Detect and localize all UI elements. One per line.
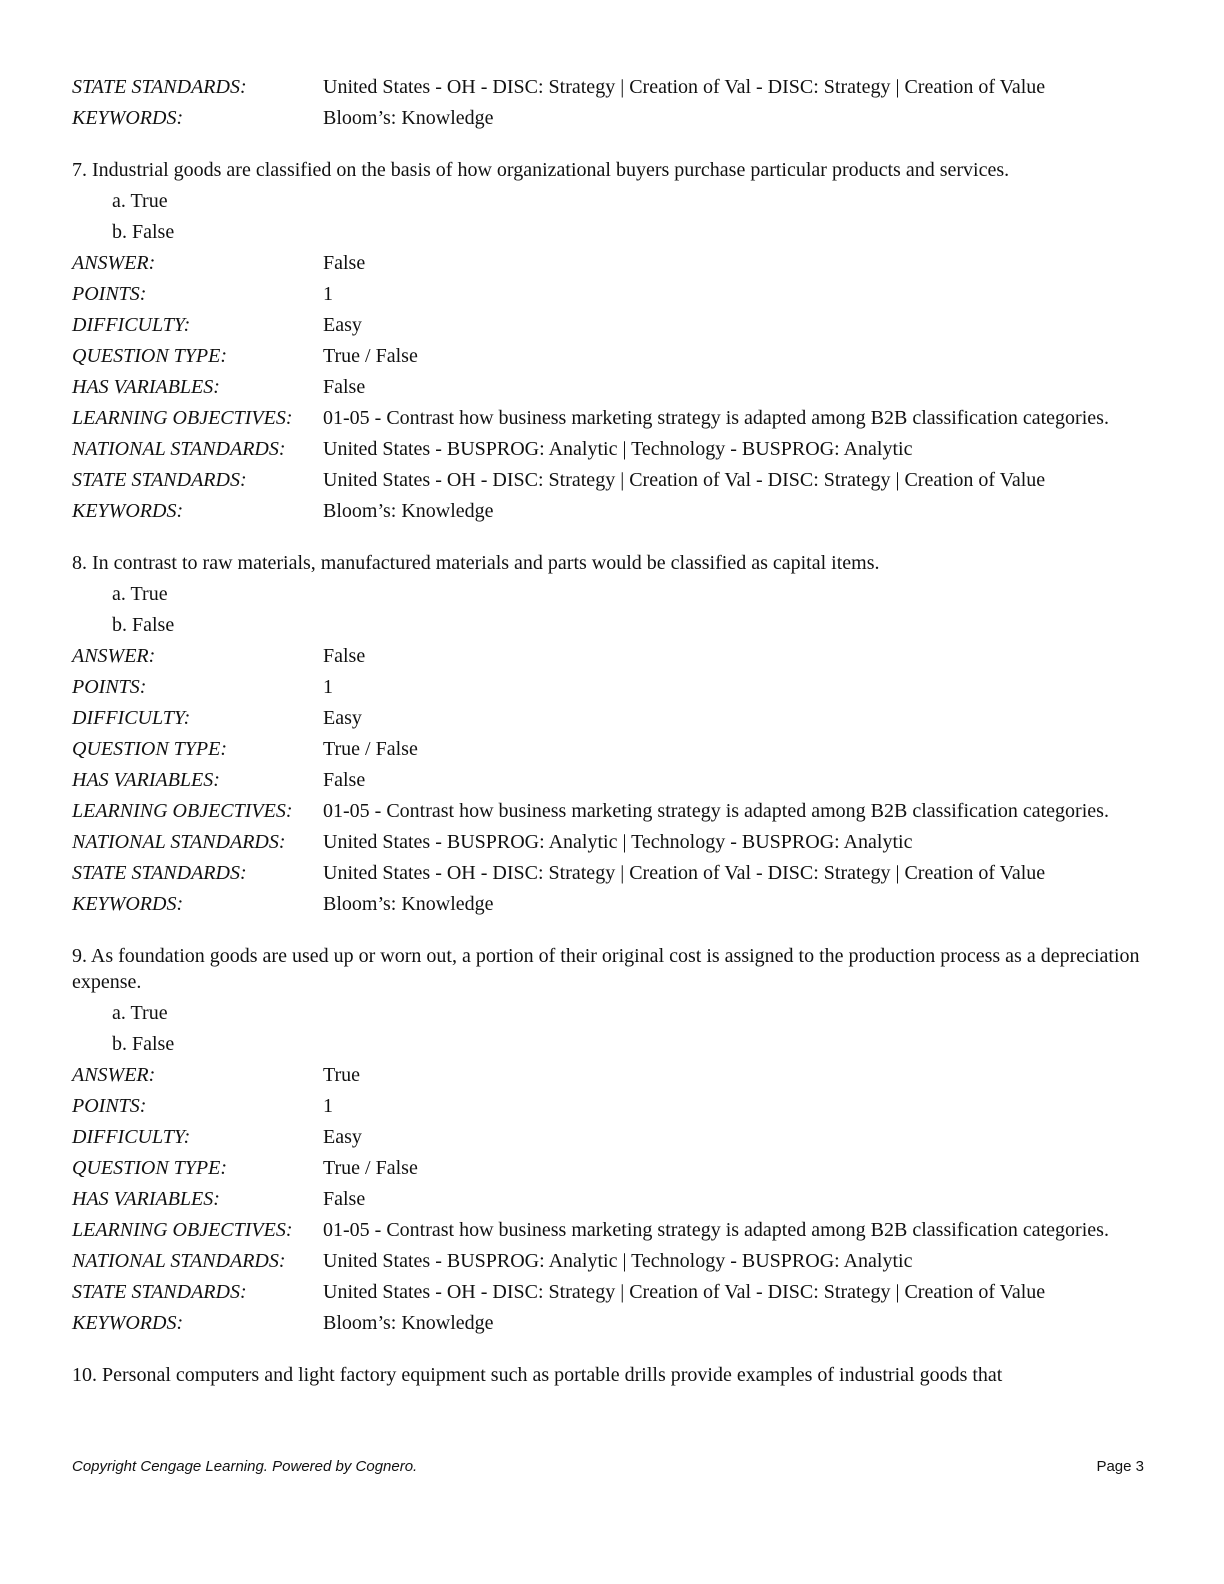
keywords-row	[72, 1308, 1152, 1339]
keywords-value: Bloom’s: Knowledge	[323, 107, 494, 129]
points-row	[72, 1091, 1152, 1122]
difficulty-label: DIFFICULTY:	[72, 707, 191, 729]
answer-label: ANSWER:	[72, 645, 156, 667]
page-content	[72, 72, 1152, 1391]
points-value: 1	[323, 1095, 333, 1117]
learning-objectives-value: 01-05 - Contrast how business marketing strategy is adapted among B2B classification categories.	[323, 1219, 1109, 1241]
keywords-label: KEYWORDS:	[72, 500, 184, 522]
national-standards-label: NATIONAL STANDARDS:	[72, 438, 286, 460]
choice-a: a. True	[112, 190, 168, 212]
national-standards-label: NATIONAL STANDARDS:	[72, 1250, 286, 1272]
learning-objectives-row	[72, 796, 1152, 827]
answer-value: True	[323, 1064, 361, 1086]
difficulty-label: DIFFICULTY:	[72, 1126, 191, 1148]
keywords-value: Bloom’s: Knowledge	[323, 1312, 494, 1334]
difficulty-value: Easy	[323, 1126, 362, 1148]
state-standards-value: United States - OH - DISC: Strategy | Creation of Val - DISC: Strategy | Creation of Value	[323, 76, 1046, 98]
learning-objectives-value: 01-05 - Contrast how business marketing strategy is adapted among B2B classification categories.	[323, 407, 1109, 429]
answer-label: ANSWER:	[72, 1064, 156, 1086]
copyright-text: Copyright Cengage Learning. Powered by Cognero.	[72, 1458, 418, 1475]
state-standards-row	[72, 858, 1152, 889]
question-type-label: QUESTION TYPE:	[72, 738, 228, 760]
points-row	[72, 672, 1152, 703]
question-text: 7. Industrial goods are classified on the basis of how organizational buyers purchase particular products and services.	[72, 159, 1010, 181]
points-value: 1	[323, 676, 333, 698]
national-standards-value: United States - BUSPROG: Analytic | Technology - BUSPROG: Analytic	[323, 831, 913, 853]
question-text: 8. In contrast to raw materials, manufactured materials and parts would be classified as capital items.	[72, 552, 880, 574]
difficulty-value: Easy	[323, 707, 362, 729]
answer-value: False	[323, 252, 366, 274]
choice-a: a. True	[112, 583, 168, 605]
keywords-row	[72, 889, 1152, 920]
page-number: Page 3	[1096, 1458, 1144, 1475]
has-variables-value: False	[323, 769, 366, 791]
has-variables-label: HAS VARIABLES:	[72, 1188, 220, 1210]
points-label: POINTS:	[72, 283, 147, 305]
state-standards-value: United States - OH - DISC: Strategy | Creation of Val - DISC: Strategy | Creation of Value	[323, 469, 1046, 491]
question-text: 9. As foundation goods are used up or worn out, a portion of their original cost is assigned to the production process as a depreciation expense.	[72, 945, 1140, 993]
has-variables-value: False	[323, 376, 366, 398]
national-standards-row	[72, 434, 1152, 465]
question-text: 10. Personal computers and light factory equipment such as portable drills provide examples of industrial goods that	[72, 1364, 1003, 1386]
difficulty-row	[72, 310, 1152, 341]
answer-value: False	[323, 645, 366, 667]
points-value: 1	[323, 283, 333, 305]
national-standards-label: NATIONAL STANDARDS:	[72, 831, 286, 853]
learning-objectives-label: LEARNING OBJECTIVES:	[72, 1219, 293, 1241]
difficulty-row	[72, 703, 1152, 734]
learning-objectives-label: LEARNING OBJECTIVES:	[72, 407, 293, 429]
difficulty-row	[72, 1122, 1152, 1153]
choice-a: a. True	[112, 1002, 168, 1024]
question-type-value: True / False	[323, 1157, 418, 1179]
difficulty-value: Easy	[323, 314, 362, 336]
question-type-value: True / False	[323, 345, 418, 367]
question-type-row	[72, 341, 1152, 372]
state-standards-label: STATE STANDARDS:	[72, 76, 247, 98]
learning-objectives-row	[72, 1215, 1152, 1246]
points-label: POINTS:	[72, 1095, 147, 1117]
question-type-value: True / False	[323, 738, 418, 760]
question-10	[72, 1362, 1152, 1391]
learning-objectives-value: 01-05 - Contrast how business marketing strategy is adapted among B2B classification categories.	[323, 800, 1109, 822]
question-9	[72, 943, 1152, 1339]
has-variables-row	[72, 1184, 1152, 1215]
keywords-row	[72, 496, 1152, 527]
state-standards-label: STATE STANDARDS:	[72, 469, 247, 491]
learning-objectives-row	[72, 403, 1152, 434]
question-type-row	[72, 1153, 1152, 1184]
question-type-row	[72, 734, 1152, 765]
national-standards-value: United States - BUSPROG: Analytic | Technology - BUSPROG: Analytic	[323, 438, 913, 460]
has-variables-label: HAS VARIABLES:	[72, 769, 220, 791]
state-standards-label: STATE STANDARDS:	[72, 862, 247, 884]
question-7	[72, 157, 1152, 527]
keywords-label: KEYWORDS:	[72, 107, 184, 129]
has-variables-row	[72, 765, 1152, 796]
answer-row	[72, 641, 1152, 672]
state-standards-label: STATE STANDARDS:	[72, 1281, 247, 1303]
state-standards-value: United States - OH - DISC: Strategy | Creation of Val - DISC: Strategy | Creation of Value	[323, 862, 1046, 884]
has-variables-value: False	[323, 1188, 366, 1210]
keywords-label: KEYWORDS:	[72, 1312, 184, 1334]
keywords-row	[72, 103, 1152, 134]
question-type-label: QUESTION TYPE:	[72, 1157, 228, 1179]
points-row	[72, 279, 1152, 310]
page-footer	[72, 1458, 1144, 1475]
points-label: POINTS:	[72, 676, 147, 698]
state-standards-row	[72, 72, 1152, 103]
keywords-value: Bloom’s: Knowledge	[323, 893, 494, 915]
choice-b: b. False	[112, 614, 175, 636]
choice-b: b. False	[112, 1033, 175, 1055]
answer-label: ANSWER:	[72, 252, 156, 274]
national-standards-row	[72, 827, 1152, 858]
has-variables-row	[72, 372, 1152, 403]
answer-row	[72, 248, 1152, 279]
question-type-label: QUESTION TYPE:	[72, 345, 228, 367]
question-8	[72, 550, 1152, 920]
keywords-value: Bloom’s: Knowledge	[323, 500, 494, 522]
national-standards-value: United States - BUSPROG: Analytic | Technology - BUSPROG: Analytic	[323, 1250, 913, 1272]
state-standards-row	[72, 465, 1152, 496]
state-standards-row	[72, 1277, 1152, 1308]
has-variables-label: HAS VARIABLES:	[72, 376, 220, 398]
choice-b: b. False	[112, 221, 175, 243]
answer-row	[72, 1060, 1152, 1091]
state-standards-value: United States - OH - DISC: Strategy | Creation of Val - DISC: Strategy | Creation of Value	[323, 1281, 1046, 1303]
national-standards-row	[72, 1246, 1152, 1277]
keywords-label: KEYWORDS:	[72, 893, 184, 915]
learning-objectives-label: LEARNING OBJECTIVES:	[72, 800, 293, 822]
difficulty-label: DIFFICULTY:	[72, 314, 191, 336]
